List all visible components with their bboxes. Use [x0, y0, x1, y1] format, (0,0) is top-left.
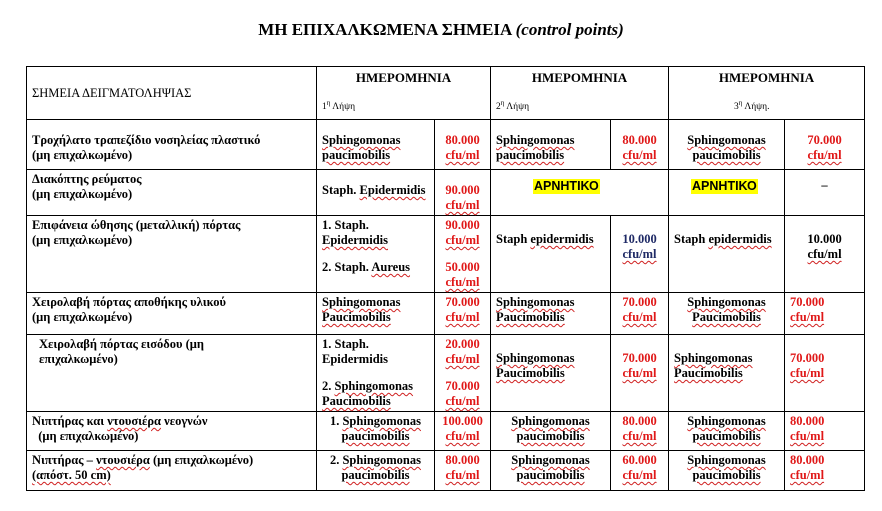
sampling-point: Χειρολαβή πόρτας αποθήκης υλικού (μη επιχαλκωμένο)	[27, 293, 317, 335]
organism-cell: Sphingomonas paucimobilis	[491, 412, 611, 451]
count-cell: 70.000 cfu/ml	[785, 120, 865, 170]
count-cell: 90.000 cfu/ml 50.000 cfu/ml	[435, 216, 491, 293]
organism-cell: 2. Sphingomonas paucimobilis	[317, 451, 435, 491]
header-date-3-title: ΗΜΕΡΟΜΗΝΙΑ	[718, 70, 815, 85]
negative-cell	[669, 170, 785, 216]
organism-cell: Sphingomonas paucimobilis	[669, 451, 785, 491]
header-date-2	[491, 67, 669, 120]
title-main: ΜΗ ΕΠΙΧΑΛΚΩΜΕΝΑ ΣΗΜΕΙΑ	[258, 20, 512, 39]
count-cell: 60.000 cfu/ml	[611, 451, 669, 491]
page-title	[0, 20, 882, 40]
count-cell: 70.000 cfu/ml	[785, 335, 865, 412]
table-row	[27, 412, 865, 451]
table-row	[27, 120, 865, 170]
header-date-1	[317, 67, 491, 120]
organism-cell: Sphingomonas Paucimobilis	[317, 293, 435, 335]
organism-cell: Sphingomonas Paucimobilis	[491, 293, 611, 335]
organism-cell: Sphingomonas paucimobilis	[669, 412, 785, 451]
organism-cell: Sphingomonas Paucimobilis	[669, 293, 785, 335]
header-date-3-sub: $3^\eta$ Λήψη.	[734, 99, 770, 113]
organism-cell: Sphingomonas Paucimobilis	[491, 335, 611, 412]
header-date-2-sub: $2^\eta$ Λήψη	[496, 99, 530, 113]
organism-cell: Sphingomonas paucimobilis	[491, 451, 611, 491]
table-row	[27, 216, 865, 293]
table-row	[27, 293, 865, 335]
organism-cell: Staph epidermidis	[491, 216, 611, 293]
negative-badge: ΑΡΝΗΤΙΚΟ	[692, 179, 757, 193]
header-date-1-title: ΗΜΕΡΟΜΗΝΙΑ	[355, 70, 452, 85]
table-row	[27, 170, 865, 216]
header-points-label: ΣΗΜΕΙΑ ΔΕΙΓΜΑΤΟΛΗΨΙΑΣ	[27, 67, 317, 120]
count-cell: 20.000 cfu/ml 70.000 cfu/ml	[435, 335, 491, 412]
count-cell: 10.000 cfu/ml	[611, 216, 669, 293]
organism-cell: Sphingomonas paucimobilis	[669, 120, 785, 170]
sampling-point: Τροχήλατο τραπεζίδιο νοσηλείας πλαστικό (μη επιχαλκωμένο)	[27, 120, 317, 170]
header-date-1-sub: $1^\eta$ Λήψη	[322, 99, 356, 113]
control-points-table	[26, 66, 865, 491]
count-cell: 70.000 cfu/ml	[611, 293, 669, 335]
sampling-point: Επιφάνεια ώθησης (μεταλλική) πόρτας (μη επιχαλκωμένο)	[27, 216, 317, 293]
negative-cell	[491, 170, 669, 216]
sampling-point: Νιπτήρας και ντουσιέρα νεογνών (μη επιχαλκωμένο)	[27, 412, 317, 451]
organism-cell: Sphingomonas paucimobilis	[491, 120, 611, 170]
negative-badge: ΑΡΝΗΤΙΚΟ	[534, 179, 599, 193]
count-cell: 80.000 cfu/ml	[611, 120, 669, 170]
dash-cell: –	[785, 170, 865, 216]
organism-cell: Staph epidermidis	[669, 216, 785, 293]
count-cell: 70.000 cfu/ml	[611, 335, 669, 412]
organism-cell: Sphingomonas Paucimobilis	[669, 335, 785, 412]
count-cell: 70.000 cfu/ml	[785, 293, 865, 335]
sampling-point: Χειρολαβή πόρτας εισόδου (μη επιχαλκωμένο)	[27, 335, 317, 412]
count-cell: 70.000 cfu/ml	[435, 293, 491, 335]
sampling-point: Νιπτήρας – ντουσιέρα (μη επιχαλκωμένο) (απόστ. 50 cm)	[27, 451, 317, 491]
table-row	[27, 451, 865, 491]
header-date-2-title: ΗΜΕΡΟΜΗΝΙΑ	[531, 70, 628, 85]
table-row	[27, 335, 865, 412]
title-subtitle: (control points)	[515, 20, 624, 39]
count-cell: 80.000 cfu/ml	[785, 451, 865, 491]
organism-cell: 1. Staph. Epidermidis 2. Sphingomonas Paucimobilis	[317, 335, 435, 412]
count-cell: 10.000 cfu/ml	[785, 216, 865, 293]
count-cell: 90.000 cfu/ml	[435, 170, 491, 216]
header-date-3	[669, 67, 865, 120]
count-cell: 100.000 cfu/ml	[435, 412, 491, 451]
organism-cell: 1. Sphingomonas paucimobilis	[317, 412, 435, 451]
count-cell: 80.000 cfu/ml	[435, 120, 491, 170]
count-cell: 80.000 cfu/ml	[785, 412, 865, 451]
organism-cell: Staph. Epidermidis	[317, 170, 435, 216]
sampling-point: Διακόπτης ρεύματος (μη επιχαλκωμένο)	[27, 170, 317, 216]
header-row	[27, 67, 865, 120]
organism-cell: 1. Staph. Epidermidis 2. Staph. Aureus	[317, 216, 435, 293]
count-cell: 80.000 cfu/ml	[435, 451, 491, 491]
organism-cell: Sphingomonas paucimobilis	[317, 120, 435, 170]
count-cell: 80.000 cfu/ml	[611, 412, 669, 451]
